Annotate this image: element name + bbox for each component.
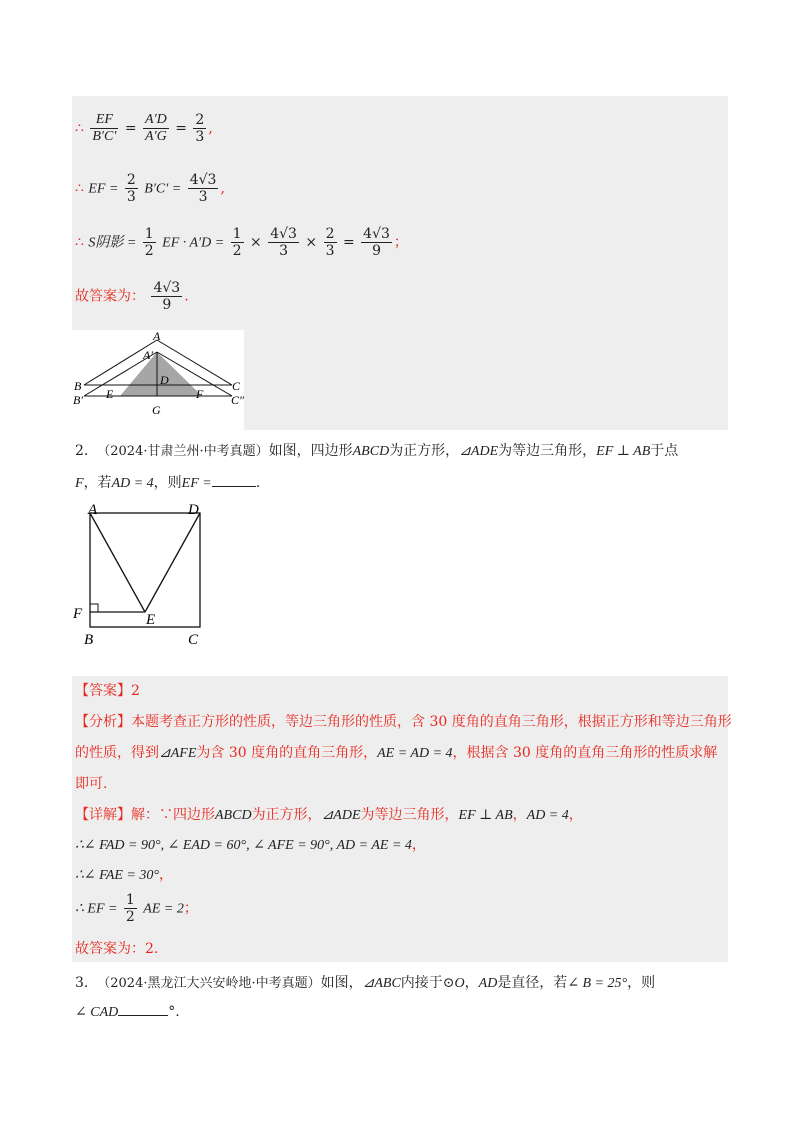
q2-answer: 【答案】2 <box>75 683 140 699</box>
question-3-line1: 3. （2024·黑龙江大兴安岭地·中考真题）如图，⊿ABC内接于⊙O，AD是直径，若∠ B = 25°，则 <box>75 975 656 991</box>
label-B: B <box>74 379 82 393</box>
figure-square <box>70 498 210 648</box>
label-F: F <box>73 606 83 622</box>
label-E: E <box>106 387 114 401</box>
answer-blank[interactable] <box>118 1015 168 1016</box>
label-D: D <box>188 502 199 518</box>
label-B: B <box>84 632 94 648</box>
solution-line-ef: ∴ EF = $\frac{2}{3}$ B′C′ = $\frac{4√3}{3}$ , <box>75 172 225 205</box>
q2-final-answer: 故答案为：2. <box>75 941 159 957</box>
label-B-prime: B′ <box>73 393 83 407</box>
label-F: F <box>196 387 204 401</box>
label-A-prime: A′ <box>143 348 153 362</box>
q2-analysis-line2: 的性质，得到⊿AFE为含 30 度角的直角三角形，AE = AD = 4，根据含 30 度角的直角三角形的性质求解 <box>75 745 718 761</box>
label-G: G <box>152 403 161 417</box>
answer-blank[interactable] <box>212 486 256 487</box>
question-2-line2: F，若AD = 4，则EF = . <box>75 475 261 491</box>
question-2-line1: 2. （2024·甘肃兰州·中考真题）如图，四边形ABCD为正方形，⊿ADE为等边三角形，EF ⊥ AB于点 <box>75 443 679 459</box>
q2-detail-line3: ∴∠ FAE = 30°， <box>75 867 174 883</box>
solution-line-area: ∴ S阴影 = $\frac{1}{2}$ EF · A′D = $\frac{1}{2}$ × $\frac{4√3}{3}$ × $\frac{2}{3}$ = $\frac{4√3}{9}$ ； <box>75 226 408 259</box>
q2-analysis-line1: 【分析】本题考查正方形的性质，等边三角形的性质，含 30 度角的直角三角形，根据正方形和等边三角形 <box>75 714 732 730</box>
q2-detail-line4: ∴ EF = $\frac{1}{2}$ AE = 2； <box>75 892 198 925</box>
label-C: C <box>232 379 241 393</box>
solution-line-ratio: ∴ $\frac{EF}{B'C'}$ = $\frac{A'D}{A'G}$ = $\frac{2}{3}$ , <box>75 112 213 145</box>
q2-analysis-line3: 即可. <box>75 776 108 792</box>
figure-triangles <box>72 330 244 430</box>
label-E: E <box>146 612 156 628</box>
label-C-prime: C″ <box>231 393 244 407</box>
label-A: A <box>153 330 161 343</box>
question-3-line2: ∠ CAD °. <box>75 1004 180 1020</box>
label-D: D <box>160 373 169 387</box>
q2-detail-line1: 【详解】解：∵四边形ABCD为正方形，⊿ADE为等边三角形，EF ⊥ AB，AD = 4， <box>75 807 583 823</box>
label-C: C <box>188 632 199 648</box>
label-A: A <box>88 502 98 518</box>
q2-detail-line2: ∴∠ FAD = 90°, ∠ EAD = 60°, ∠ AFE = 90°, AD = AE = 4， <box>75 837 426 853</box>
solution-answer: 故答案为： $\frac{4√3}{9}$ . <box>75 280 189 313</box>
